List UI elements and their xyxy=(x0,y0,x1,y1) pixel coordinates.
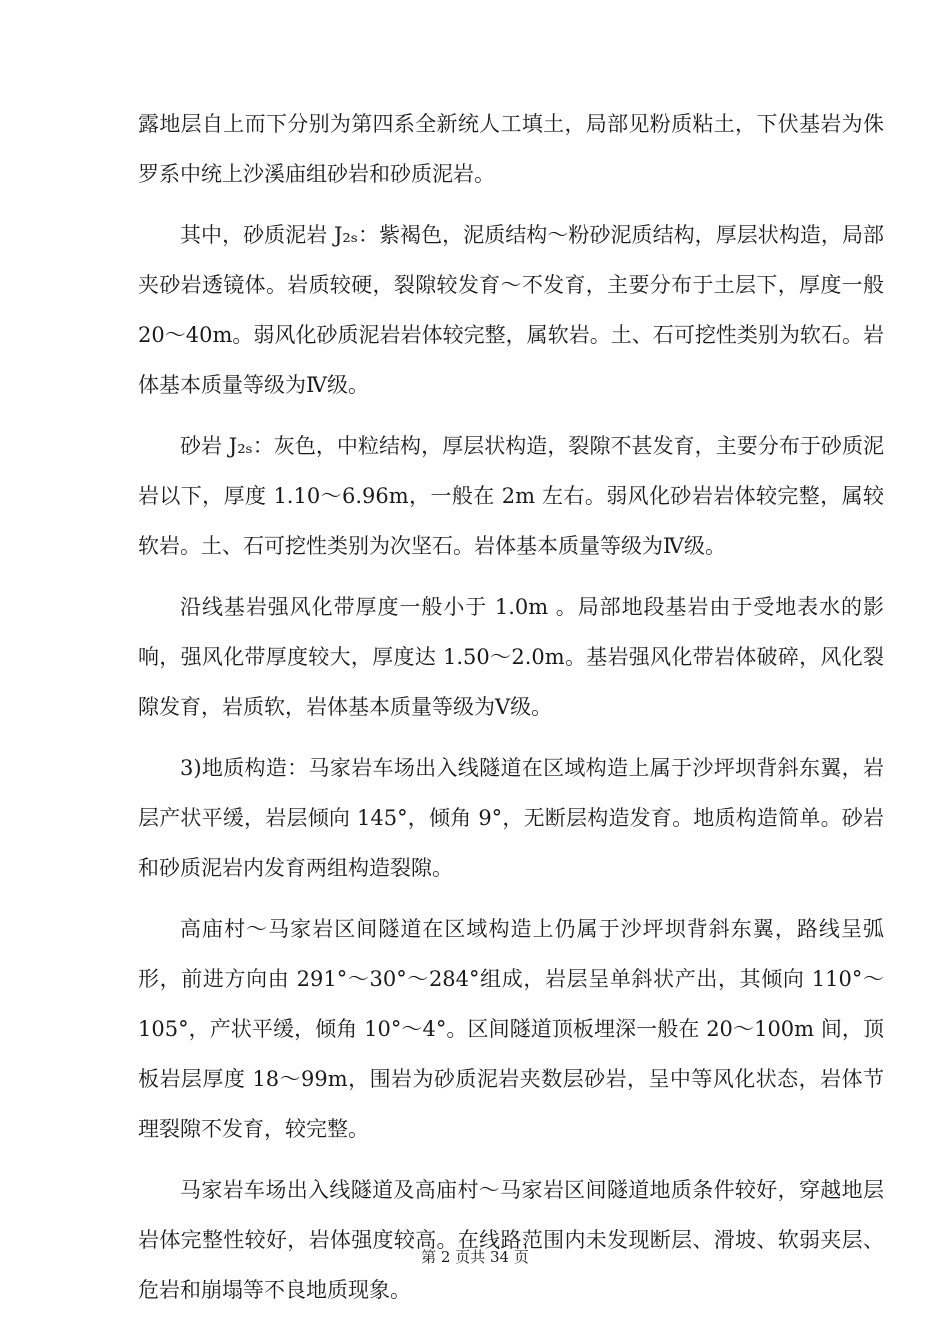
paragraph-continuation: 露地层自上而下分别为第四系全新统人工填土，局部见粉质粘土，下伏基岩为侏罗系中统上沙溪庙组砂岩和砂质泥岩。 xyxy=(138,112,884,186)
paragraph-interval-tunnel-structure: 高庙村～马家岩区间隧道在区域构造上仍属于沙坪坝背斜东翼，路线呈弧形，前进方向由 291°～30°～284°组成，岩层呈单斜状产出，其倾向 110°～105°，产状平缓，倾角 10°～4°。区间隧道顶板埋深一般在 20～100m 间，顶板岩层厚度 18～99m，围岩为砂质泥岩夹数层砂岩，呈中等风化状态，岩体节理裂隙不发育，较完整。 xyxy=(138,917,884,1141)
paragraph-geological-conditions: 马家岩车场出入线隧道及高庙村～马家岩区间隧道地质条件较好，穿越地层岩体完整性较好，岩体强度较高。在线路范围内未发现断层、滑坡、软弱夹层、危岩和崩塌等不良地质现象。 xyxy=(138,1178,884,1302)
paragraph-sandy-mudstone: 其中，砂质泥岩 J₂ₛ：紫褐色，泥质结构～粉砂泥质结构，厚层状构造，局部夹砂岩透镜体。岩质较硬，裂隙较发育～不发育，主要分布于土层下，厚度一般 20～40m。弱风化砂质泥岩岩体较完整，属软岩。土、石可挖性类别为软石。岩体基本质量等级为Ⅳ级。 xyxy=(138,223,884,397)
paragraph-weathering-zone: 沿线基岩强风化带厚度一般小于 1.0m 。局部地段基岩由于受地表水的影响，强风化带厚度较大，厚度达 1.50～2.0m。基岩强风化带岩体破碎，风化裂隙发育，岩质软，岩体基本质量等级为Ⅴ级。 xyxy=(138,595,884,719)
page-number-footer: 第 2 页共 34 页 xyxy=(421,1248,529,1266)
paragraph-geological-structure: 3)地质构造：马家岩车场出入线隧道在区域构造上属于沙坪坝背斜东翼，岩层产状平缓，岩层倾向 145°，倾角 9°，无断层构造发育。地质构造简单。砂岩和砂质泥岩内发育两组构造裂隙。 xyxy=(138,756,884,880)
paragraph-sandstone: 砂岩 J₂ₛ：灰色，中粒结构，厚层状构造，裂隙不甚发育，主要分布于砂质泥岩以下，厚度 1.10～6.96m，一般在 2m 左右。弱风化砂岩岩体较完整，属较软岩。土、石可挖性类别为次坚石。岩体基本质量等级为Ⅳ级。 xyxy=(138,434,884,558)
document-body xyxy=(138,99,884,1326)
